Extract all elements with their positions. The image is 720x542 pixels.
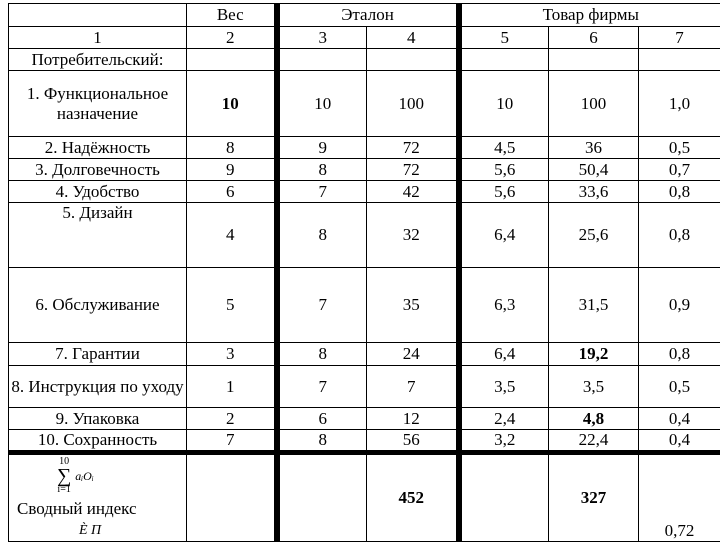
firm-product-cell: 25,6 [549, 203, 639, 268]
header-reference: Эталон [277, 4, 459, 27]
summary-row [9, 453, 720, 542]
header-empty-cell [9, 4, 187, 27]
ref-product-cell: 72 [367, 159, 459, 181]
firm-score-cell: 6,4 [459, 203, 549, 268]
table-row [9, 137, 720, 159]
ref-score-cell: 9 [277, 137, 367, 159]
ref-product-cell: 72 [367, 137, 459, 159]
criterion-label: 3. Долговечность [9, 159, 187, 181]
table-row [9, 343, 720, 366]
ratio-cell: 1,0 [639, 71, 720, 137]
criterion-label: 1. Функциональное назначение [9, 71, 187, 137]
table-row [9, 71, 720, 137]
firm-product-cell: 22,4 [549, 430, 639, 453]
summary-label-cell [9, 453, 187, 542]
table-row [9, 430, 720, 453]
firm-total-cell: 327 [549, 453, 639, 542]
index-symbol: È П [79, 521, 184, 541]
ref-product-cell: 42 [367, 181, 459, 203]
sigma-icon: 10 ∑ i=1 [57, 457, 71, 495]
weight-cell: 1 [187, 366, 277, 408]
col-number: 3 [277, 27, 367, 49]
firm-score-cell: 3,5 [459, 366, 549, 408]
firm-score-cell: 4,5 [459, 137, 549, 159]
ratio-cell: 0,8 [639, 203, 720, 268]
header-row-numbers [9, 27, 720, 49]
criterion-label: 8. Инструкция по уходу [9, 366, 187, 408]
weight-cell: 5 [187, 268, 277, 343]
ref-score-cell: 10 [277, 71, 367, 137]
firm-product-cell: 4,8 [549, 408, 639, 430]
weight-cell: 4 [187, 203, 277, 268]
firm-score-cell: 5,6 [459, 159, 549, 181]
summary-index-label: Сводный индекс [17, 499, 184, 519]
ref-score-cell: 8 [277, 430, 367, 453]
firm-score-cell: 2,4 [459, 408, 549, 430]
competitiveness-table [8, 3, 720, 542]
criterion-label: 9. Упаковка [9, 408, 187, 430]
ratio-cell: 0,8 [639, 181, 720, 203]
ratio-cell: 0,7 [639, 159, 720, 181]
ratio-cell: 0,4 [639, 430, 720, 453]
header-weight: Вес [187, 4, 277, 27]
ref-product-cell: 24 [367, 343, 459, 366]
firm-score-cell: 3,2 [459, 430, 549, 453]
weight-cell: 6 [187, 181, 277, 203]
header-firm-product: Товар фирмы [459, 4, 720, 27]
ref-score-cell: 8 [277, 343, 367, 366]
criterion-label: 10. Сохранность [9, 430, 187, 453]
col-number: 5 [459, 27, 549, 49]
firm-product-cell: 100 [549, 71, 639, 137]
firm-product-cell: 50,4 [549, 159, 639, 181]
table-row [9, 366, 720, 408]
ref-score-cell: 8 [277, 203, 367, 268]
col-number: 2 [187, 27, 277, 49]
col-number: 7 [639, 27, 720, 49]
ref-product-cell: 32 [367, 203, 459, 268]
header-row-titles [9, 4, 720, 27]
ref-product-cell: 100 [367, 71, 459, 137]
table-row [9, 181, 720, 203]
document-page [8, 3, 720, 542]
ref-score-cell: 7 [277, 268, 367, 343]
firm-score-cell: 6,3 [459, 268, 549, 343]
sum-expression: aᵢOᵢ [75, 466, 93, 486]
criterion-label: 4. Удобство [9, 181, 187, 203]
ratio-cell: 0,9 [639, 268, 720, 343]
firm-product-cell: 3,5 [549, 366, 639, 408]
weight-cell: 8 [187, 137, 277, 159]
criterion-label: 2. Надёжность [9, 137, 187, 159]
firm-product-cell: 33,6 [549, 181, 639, 203]
firm-product-cell: 31,5 [549, 268, 639, 343]
ref-score-cell: 7 [277, 181, 367, 203]
ref-product-cell: 7 [367, 366, 459, 408]
col-number: 1 [9, 27, 187, 49]
ref-product-cell: 35 [367, 268, 459, 343]
criterion-label: 6. Обслуживание [9, 268, 187, 343]
weight-cell: 10 [187, 71, 277, 137]
weight-cell: 7 [187, 430, 277, 453]
firm-product-cell: 19,2 [549, 343, 639, 366]
firm-score-cell: 10 [459, 71, 549, 137]
index-value-cell: 0,72 [639, 453, 720, 542]
weight-cell: 2 [187, 408, 277, 430]
col-number: 6 [549, 27, 639, 49]
weight-cell: 3 [187, 343, 277, 366]
ratio-cell: 0,4 [639, 408, 720, 430]
criterion-label: 7. Гарантии [9, 343, 187, 366]
sum-formula [57, 457, 184, 495]
col-number: 4 [367, 27, 459, 49]
section-row [9, 49, 720, 71]
table-row [9, 159, 720, 181]
ref-score-cell: 8 [277, 159, 367, 181]
weight-cell: 9 [187, 159, 277, 181]
firm-score-cell: 6,4 [459, 343, 549, 366]
ratio-cell: 0,5 [639, 137, 720, 159]
ratio-cell: 0,8 [639, 343, 720, 366]
ref-score-cell: 7 [277, 366, 367, 408]
firm-score-cell: 5,6 [459, 181, 549, 203]
criterion-label: 5. Дизайн [9, 203, 187, 268]
table-row [9, 268, 720, 343]
firm-product-cell: 36 [549, 137, 639, 159]
table-row [9, 203, 720, 268]
section-label: Потребительский: [9, 49, 187, 71]
ref-product-cell: 56 [367, 430, 459, 453]
table-row [9, 408, 720, 430]
ratio-cell: 0,5 [639, 366, 720, 408]
ref-score-cell: 6 [277, 408, 367, 430]
ref-total-cell: 452 [367, 453, 459, 542]
ref-product-cell: 12 [367, 408, 459, 430]
